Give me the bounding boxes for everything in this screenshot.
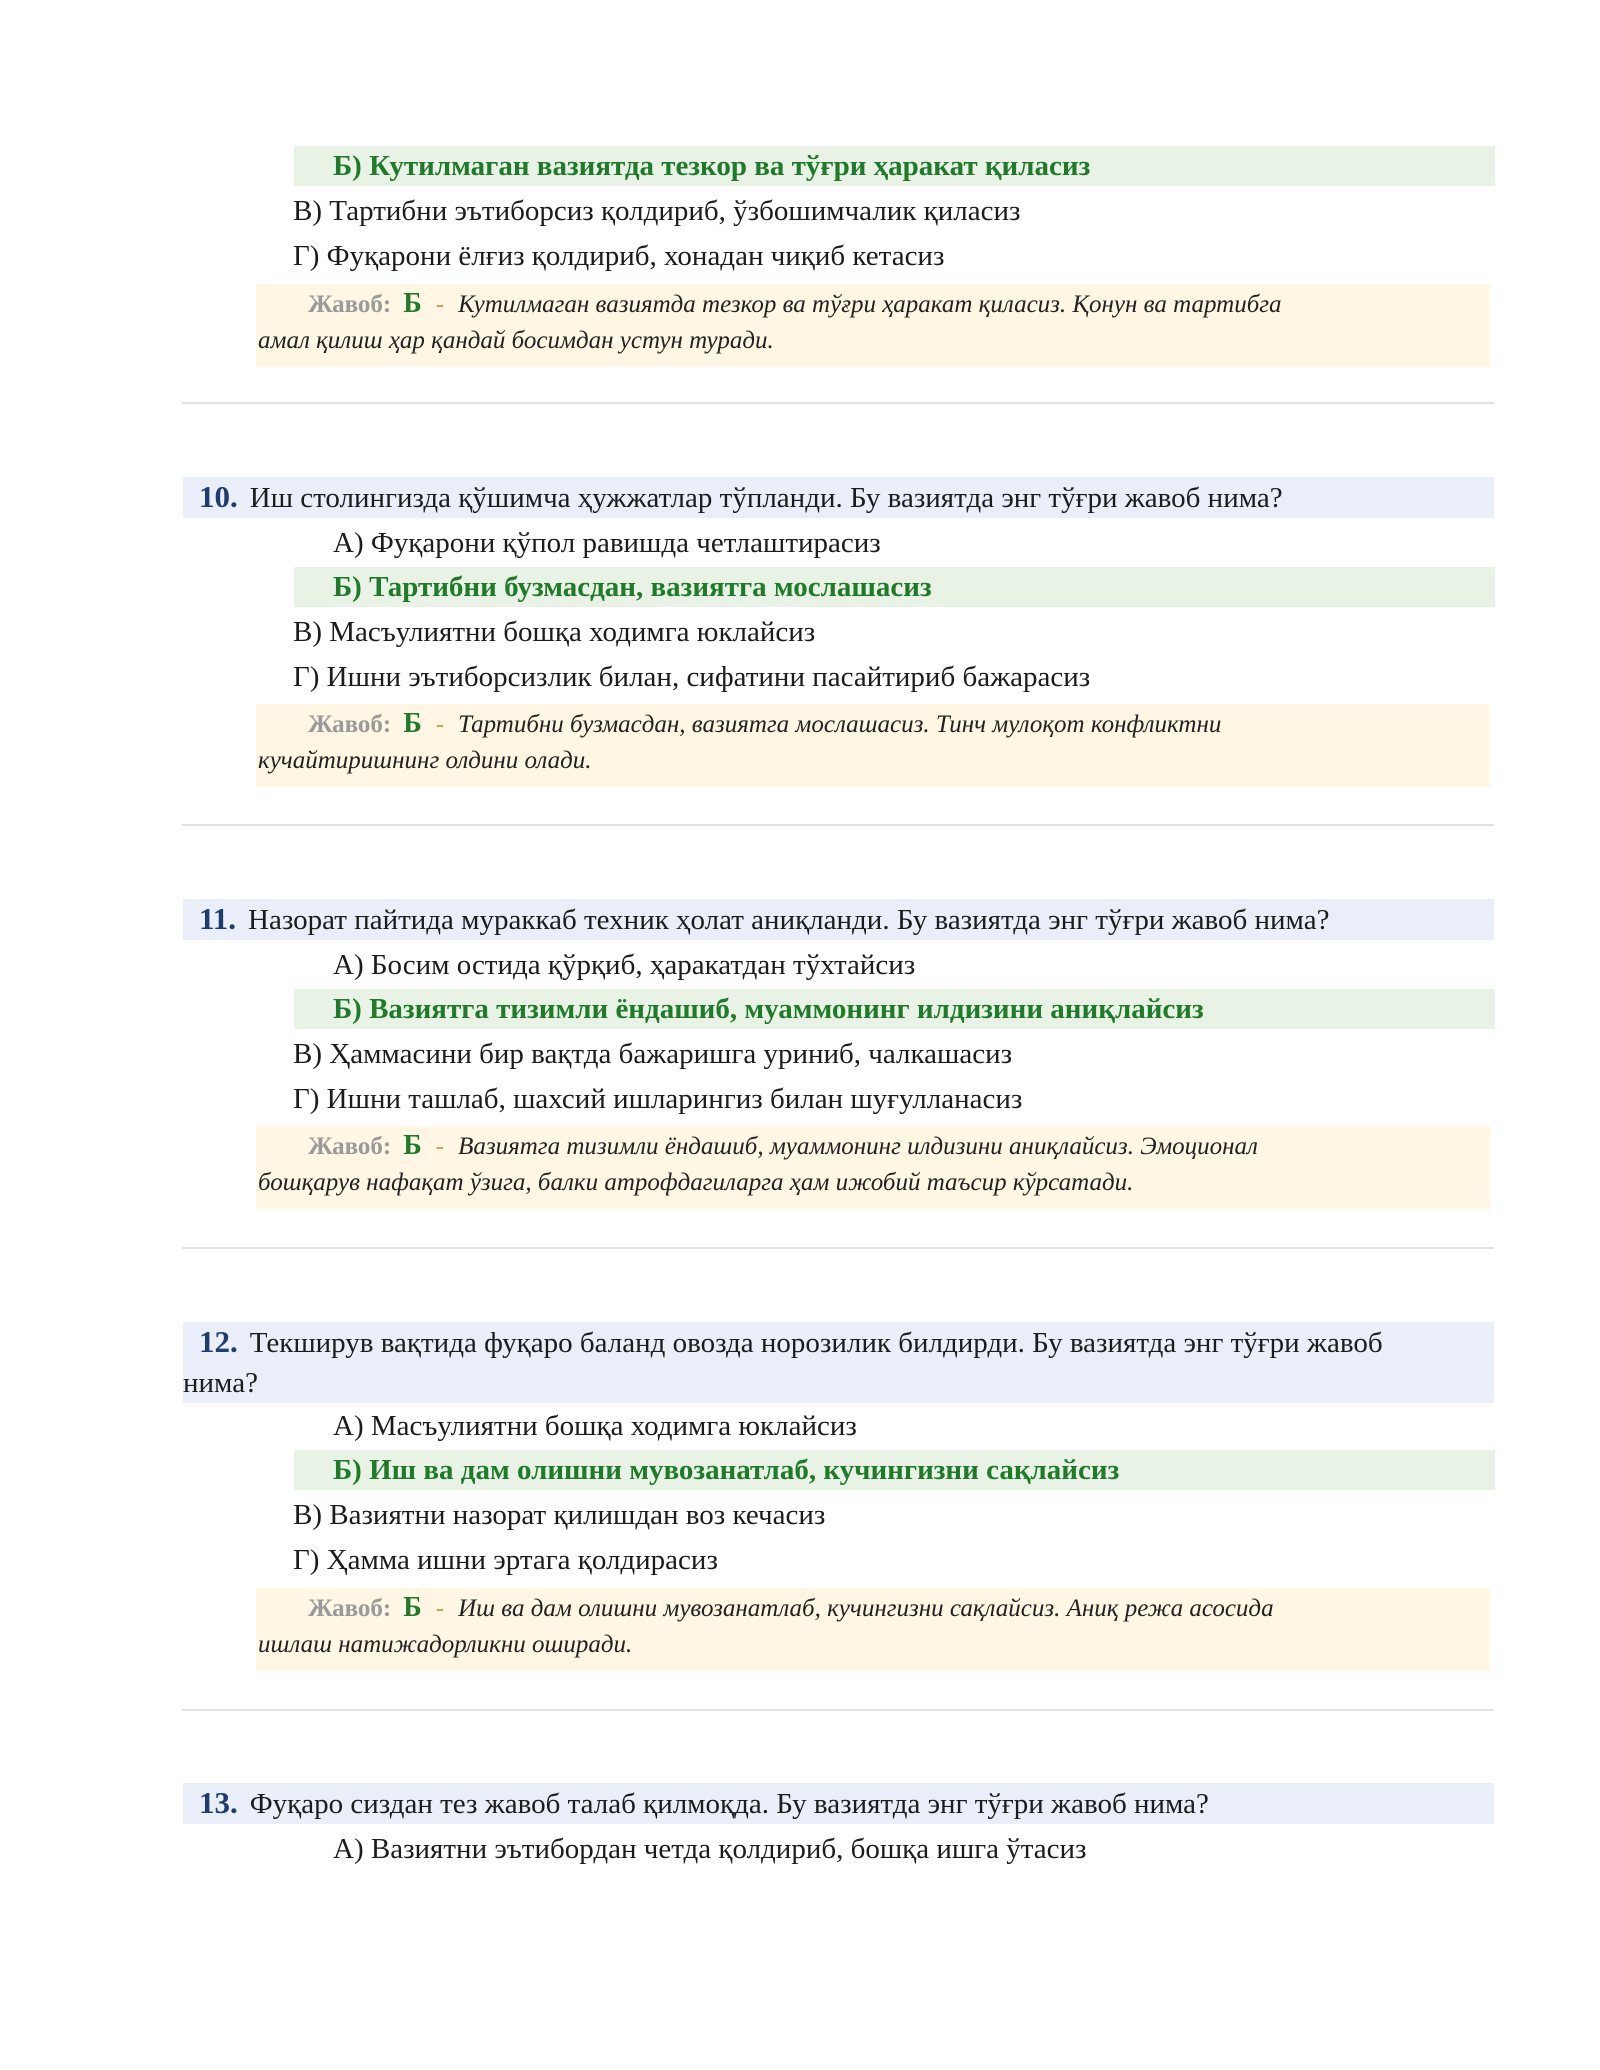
option-b-correct: Б) Тартибни бузмасдан, вазиятга мослашасиз: [294, 567, 1495, 607]
question-text: Иш столингизда қўшимча ҳужжатлар тўпланди. Бу вазиятда энг тўғри жавоб нима?: [249, 482, 1283, 514]
answer-letter: Б: [403, 1592, 422, 1623]
answer-dash: -: [435, 1595, 445, 1622]
answer-letter: Б: [403, 288, 422, 319]
question-11: [183, 899, 1494, 940]
option-a: А) Босим остида қўрқиб, ҳаракатдан тўхтайсиз: [333, 949, 916, 981]
answer-text-cont: амал қилиш ҳар қандай босимдан устун туради.: [258, 327, 774, 354]
question-number: 13.: [199, 1785, 238, 1820]
answer-box: [256, 284, 1490, 367]
option-g: Г) Ҳамма ишни эртага қолдирасиз: [293, 1544, 718, 1576]
option-v: В) Тартибни эътиборсиз қолдириб, ўзбошимчалик қиласиз: [293, 195, 1021, 227]
option-v: В) Ҳаммасини бир вақтда бажаришга уриниб, чалкашасиз: [293, 1038, 1013, 1070]
answer-letter: Б: [403, 708, 422, 739]
answer-label: Жавоб:: [308, 711, 392, 738]
divider: [182, 824, 1494, 826]
question-10: [183, 477, 1494, 518]
option-a: А) Фуқарони қўпол равишда четлаштирасиз: [333, 527, 881, 559]
option-g: Г) Ишни ташлаб, шахсий ишларингиз билан шуғулланасиз: [293, 1083, 1023, 1115]
divider: [182, 1709, 1494, 1711]
divider: [182, 402, 1494, 404]
answer-text-cont: бошқарув нафақат ўзига, балки атрофдагиларга ҳам ижобий таъсир кўрсатади.: [258, 1169, 1134, 1196]
question-number: 10.: [199, 479, 238, 514]
question-number: 11.: [199, 901, 237, 936]
answer-text: Вазиятга тизимли ёндашиб, муаммонинг илдизини аниқлайсиз. Эмоционал: [458, 1133, 1258, 1160]
option-a: А) Масъулиятни бошқа ходимга юклайсиз: [333, 1410, 857, 1442]
answer-text-cont: ишлаш натижадорликни оширади.: [258, 1631, 633, 1658]
option-a: А) Вазиятни эътибордан четда қолдириб, бошқа ишга ўтасиз: [333, 1833, 1087, 1865]
question-13: [183, 1783, 1494, 1824]
answer-dash: -: [435, 1133, 445, 1160]
answer-dash: -: [435, 711, 445, 738]
answer-box: [256, 1588, 1490, 1671]
answer-letter: Б: [403, 1130, 422, 1161]
question-number: 12.: [199, 1324, 238, 1359]
question-12: [183, 1322, 1494, 1403]
answer-text: Кутилмаган вазиятда тезкор ва тўғри ҳаракат қиласиз. Қонун ва тартибга: [458, 291, 1282, 318]
option-v: В) Вазиятни назорат қилишдан воз кечасиз: [293, 1499, 826, 1531]
question-text: Текширув вақтида фуқаро баланд овозда норозилик билдирди. Бу вазиятда энг тўғри жавоб: [249, 1327, 1383, 1359]
answer-label: Жавоб:: [308, 1595, 392, 1622]
option-g: Г) Фуқарони ёлғиз қолдириб, хонадан чиқиб кетасиз: [293, 240, 945, 272]
answer-text-cont: кучайтиришнинг олдини олади.: [258, 747, 592, 774]
answer-label: Жавоб:: [308, 1133, 392, 1160]
option-v: В) Масъулиятни бошқа ходимга юклайсиз: [293, 616, 816, 648]
answer-text: Тартибни бузмасдан, вазиятга мослашасиз. Тинч мулоқот конфликтни: [458, 711, 1222, 738]
option-b-correct: Б) Вазиятга тизимли ёндашиб, муаммонинг илдизини аниқлайсиз: [294, 989, 1495, 1029]
question-text: Назорат пайтида мураккаб техник ҳолат аниқланди. Бу вазиятда энг тўғри жавоб нима?: [248, 904, 1330, 936]
answer-text: Иш ва дам олишни мувозанатлаб, кучингизни сақлайсиз. Аниқ режа асосида: [458, 1595, 1274, 1622]
answer-box: [256, 1126, 1490, 1209]
answer-label: Жавоб:: [308, 291, 392, 318]
divider: [182, 1247, 1494, 1249]
question-text: Фуқаро сиздан тез жавоб талаб қилмоқда. Бу вазиятда энг тўғри жавоб нима?: [249, 1788, 1209, 1820]
option-b-correct: Б) Иш ва дам олишни мувозанатлаб, кучингизни сақлайсиз: [294, 1450, 1495, 1490]
answer-dash: -: [435, 291, 445, 318]
option-b-correct: Б) Кутилмаган вазиятда тезкор ва тўғри ҳаракат қиласиз: [294, 146, 1495, 186]
option-g: Г) Ишни эътиборсизлик билан, сифатини пасайтириб бажарасиз: [293, 661, 1091, 693]
answer-box: [256, 704, 1490, 787]
question-text-cont: нима?: [183, 1367, 258, 1399]
